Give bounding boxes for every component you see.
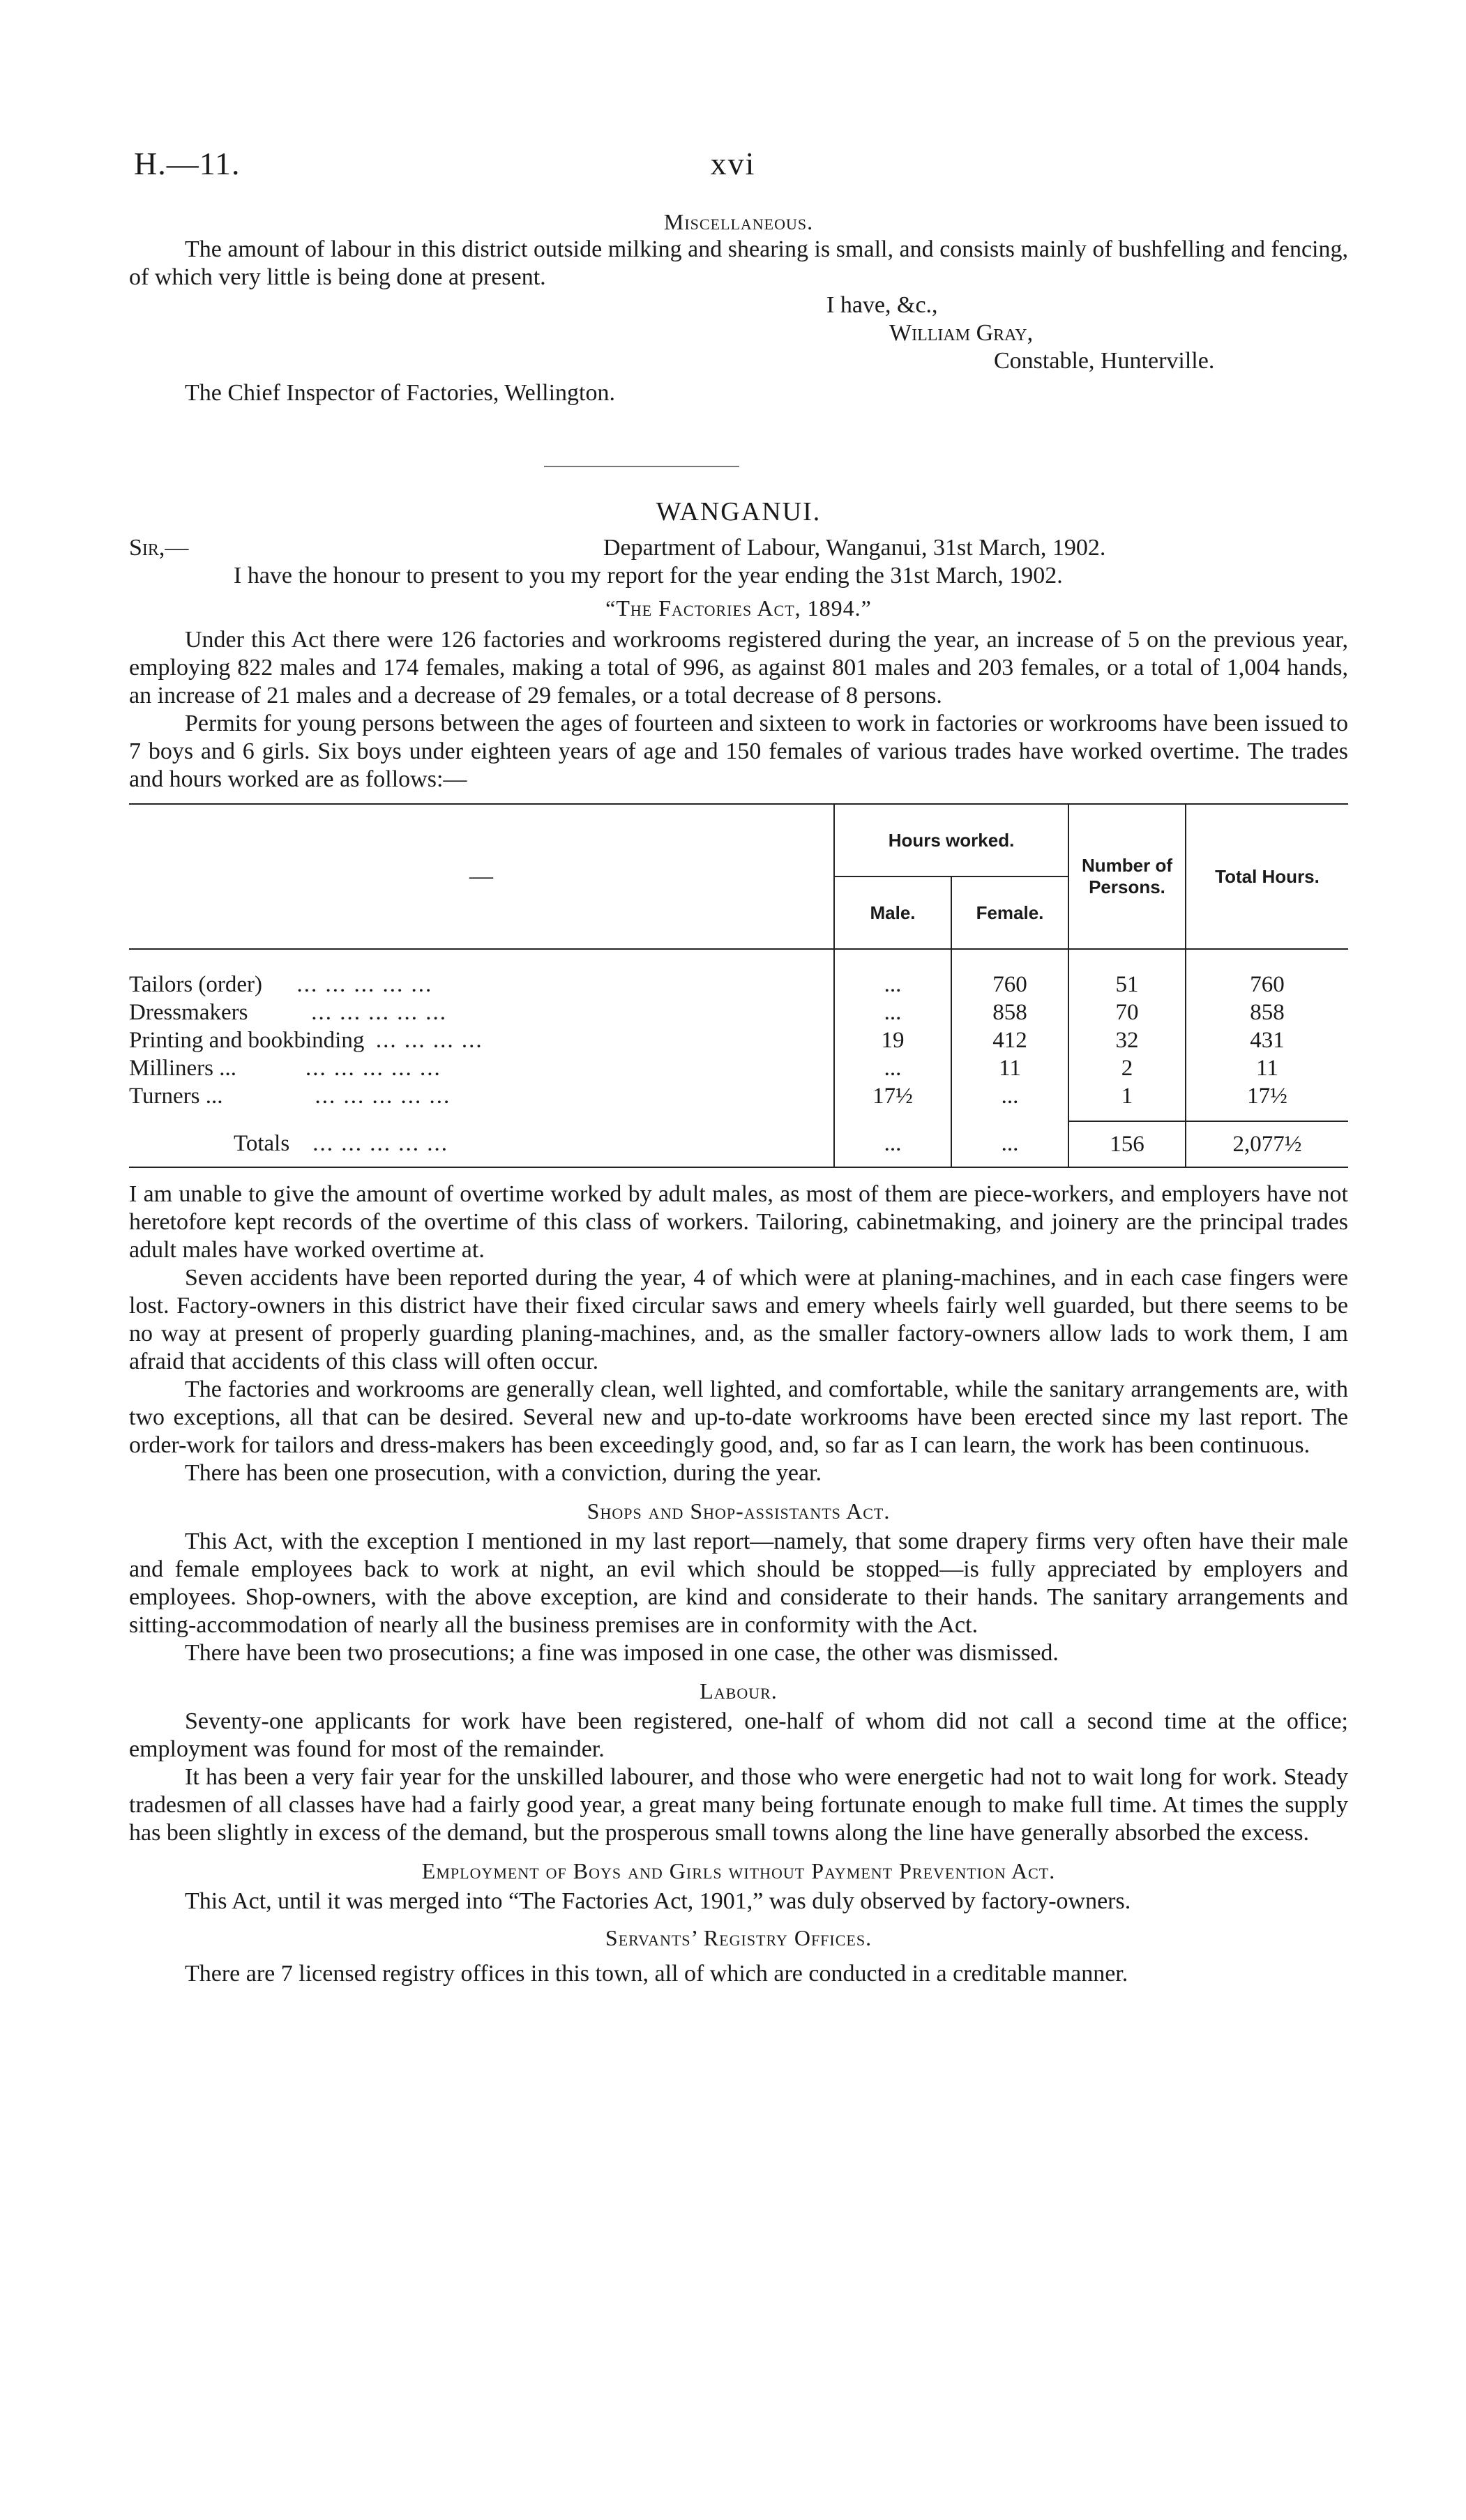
female-hours: 412 — [951, 1026, 1068, 1054]
female-hours: ... — [951, 1082, 1068, 1110]
number-of-persons: 32 — [1068, 1026, 1186, 1054]
page-number: xvi — [710, 146, 756, 181]
header-female: Female. — [951, 876, 1068, 949]
trade-name: Printing and bookbinding — [129, 1027, 365, 1053]
closing-line: I have, &c., — [826, 292, 938, 318]
shops-paragraph: This Act, with the exception I mentioned in my last report—namely, that some drapery firms very often have their male and female employees back to work at night, an evil which should be stopped—is fully appreciated by employers and employees. Shop-owners, with the above exception, are kind and considerate to their hands. The sanitary arrangements and sitting-accommodation of nearly all the business premises are in conformity with the Act. — [129, 1528, 1348, 1638]
accidents-paragraph: Seven accidents have been reported during the year, 4 of which were at planing-machines, and in each case fingers were lost. Factory-owners in this district have their fixed circular saws and emery wheels fairly well guarded, but there seems to be no way at present of properly guarding planing-machines, and, as the smaller factory-owners allow lads to work them, I am afraid that accidents of this class will often occur. — [129, 1265, 1348, 1374]
section-divider — [544, 466, 739, 467]
table-row — [129, 1082, 1348, 1110]
header-number-of-persons: Number of Persons. — [1068, 804, 1186, 949]
registry-paragraph: There are 7 licensed registry offices in this town, all of which are conducted in a creditable manner. — [185, 1961, 1128, 1987]
labour-applicants-paragraph: Seventy-one applicants for work have been registered, one-half of whom did not call a second time at the office; employment was found for most of the remainder. — [129, 1708, 1348, 1762]
trade-name: Turners ... — [129, 1083, 223, 1109]
totals-number: 156 — [1068, 1121, 1186, 1167]
signature-name: William Gray, — [889, 320, 1034, 346]
totals-row — [129, 1121, 1348, 1167]
miscellaneous-section — [129, 208, 1348, 407]
total-hours: 431 — [1186, 1026, 1348, 1054]
table-row — [129, 971, 1348, 999]
trade-name: Tailors (order) — [129, 971, 263, 997]
number-of-persons: 2 — [1068, 1054, 1186, 1082]
row-leaders: ... ... ... ... ... — [311, 999, 447, 1025]
registry-heading: Servants’ Registry Offices. — [605, 1925, 872, 1950]
conditions-paragraph: The factories and workrooms are generally clean, well lighted, and comfortable, while the sanitary arrangements are, with two exceptions, all that can be desired. Several new and up-to-date workrooms have been erected since my last report. The order-work for tailors and dress-makers has been exceedingly good, and, so far as I can learn, the work has been continuous. — [129, 1376, 1348, 1458]
salutation: Sir,— — [129, 535, 189, 561]
totals-label: Totals — [234, 1131, 290, 1156]
female-hours: 858 — [951, 999, 1068, 1026]
wanganui-section — [129, 496, 1348, 1988]
table-spacer-row — [129, 949, 1348, 971]
header-total-hours: Total Hours. — [1186, 804, 1348, 949]
labour-heading: Labour. — [700, 1678, 778, 1703]
row-leaders: ... ... ... ... ... — [315, 1083, 451, 1109]
table-row — [129, 1026, 1348, 1054]
male-hours: 19 — [834, 1026, 951, 1054]
row-leaders: ... ... ... ... ... — [296, 971, 433, 997]
row-leaders: ... ... ... ... — [375, 1027, 483, 1053]
female-hours: 11 — [951, 1054, 1068, 1082]
table-spacer-row — [129, 1110, 1348, 1121]
permits-paragraph: Permits for young persons between the ages of fourteen and sixteen to work in factories or workrooms have been issued to 7 boys and 6 girls. Six boys under eighteen years of age and 150 females of various trades have worked overtime. The trades and hours worked are as follows:— — [129, 711, 1348, 792]
miscellaneous-paragraph: The amount of labour in this district outside milking and shearing is small, and consists mainly of bushfelling and fencing, of which very little is being done at present. — [129, 236, 1348, 290]
dateline: Department of Labour, Wanganui, 31st March, 1902. — [603, 535, 1106, 561]
overtime-table — [129, 803, 1348, 1168]
header-hours-worked: Hours worked. — [834, 804, 1068, 876]
female-hours: 760 — [951, 971, 1068, 999]
table-header-row — [129, 804, 1348, 876]
report-code: H.—11. — [134, 146, 241, 181]
header-blank: — — [469, 863, 493, 889]
addressee: The Chief Inspector of Factories, Wellington. — [185, 380, 615, 406]
total-hours: 11 — [1186, 1054, 1348, 1082]
totals-female: ... — [951, 1121, 1068, 1167]
number-of-persons: 1 — [1068, 1082, 1186, 1110]
overtime-paragraph: I am unable to give the amount of overtime worked by adult males, as most of them are piece-workers, and employers have not heretofore kept records of the overtime of this class of workers. Tailoring, cabinetmaking, and joinery are the principal trades adult males have worked overtime at. — [129, 1181, 1348, 1263]
number-of-persons: 70 — [1068, 999, 1186, 1026]
row-leaders: ... ... ... ... ... — [305, 1055, 441, 1081]
table-row — [129, 1054, 1348, 1082]
labour-year-paragraph: It has been a very fair year for the unskilled labourer, and those who were energetic had not to wait long for work. Steady tradesmen of all classes have had a fairly good year, a great many being fortunate enough to make full time. At times the supply has been slightly in excess of the demand, but the prosperous small towns along the line have generally absorbed the excess. — [129, 1764, 1348, 1846]
signature-title: Constable, Hunterville. — [994, 348, 1215, 374]
trade-name: Milliners ... — [129, 1055, 236, 1081]
salutation-line — [129, 534, 1348, 562]
totals-hours: 2,077½ — [1186, 1121, 1348, 1167]
employment-paragraph: This Act, until it was merged into “The Factories Act, 1901,” was duly observed by factory-owners. — [185, 1888, 1131, 1914]
total-hours: 760 — [1186, 971, 1348, 999]
male-hours: ... — [834, 1054, 951, 1082]
header-male: Male. — [834, 876, 951, 949]
intro-line: I have the honour to present to you my report for the year ending the 31st March, 1902. — [234, 563, 1063, 589]
total-hours: 17½ — [1186, 1082, 1348, 1110]
row-leaders: ... ... ... ... ... — [312, 1131, 448, 1156]
factories-act-heading: “The Factories Act, 1894.” — [605, 595, 872, 621]
shops-prosecutions-paragraph: There have been two prosecutions; a fine was imposed in one case, the other was dismissed. — [185, 1640, 1059, 1666]
number-of-persons: 51 — [1068, 971, 1186, 999]
miscellaneous-heading: Miscellaneous. — [663, 209, 814, 234]
male-hours: 17½ — [834, 1082, 951, 1110]
factories-paragraph: Under this Act there were 126 factories and workrooms registered during the year, an increase of 5 on the previous year, employing 822 males and 174 females, making a total of 996, as against 801 males and 203 females, or a total of 1,004 hands, an increase of 21 males and a decrease of 29 females, or a total decrease of 8 persons. — [129, 627, 1348, 708]
prosecution-paragraph: There has been one prosecution, with a conviction, during the year. — [185, 1460, 822, 1486]
shops-heading: Shops and Shop-assistants Act. — [587, 1498, 891, 1524]
male-hours: ... — [834, 999, 951, 1026]
wanganui-heading: WANGANUI. — [656, 497, 822, 526]
employment-heading: Employment of Boys and Girls without Payment Prevention Act. — [421, 1858, 1056, 1883]
trade-name: Dressmakers — [129, 999, 248, 1025]
total-hours: 858 — [1186, 999, 1348, 1026]
table-row — [129, 999, 1348, 1026]
male-hours: ... — [834, 971, 951, 999]
totals-male: ... — [834, 1121, 951, 1167]
